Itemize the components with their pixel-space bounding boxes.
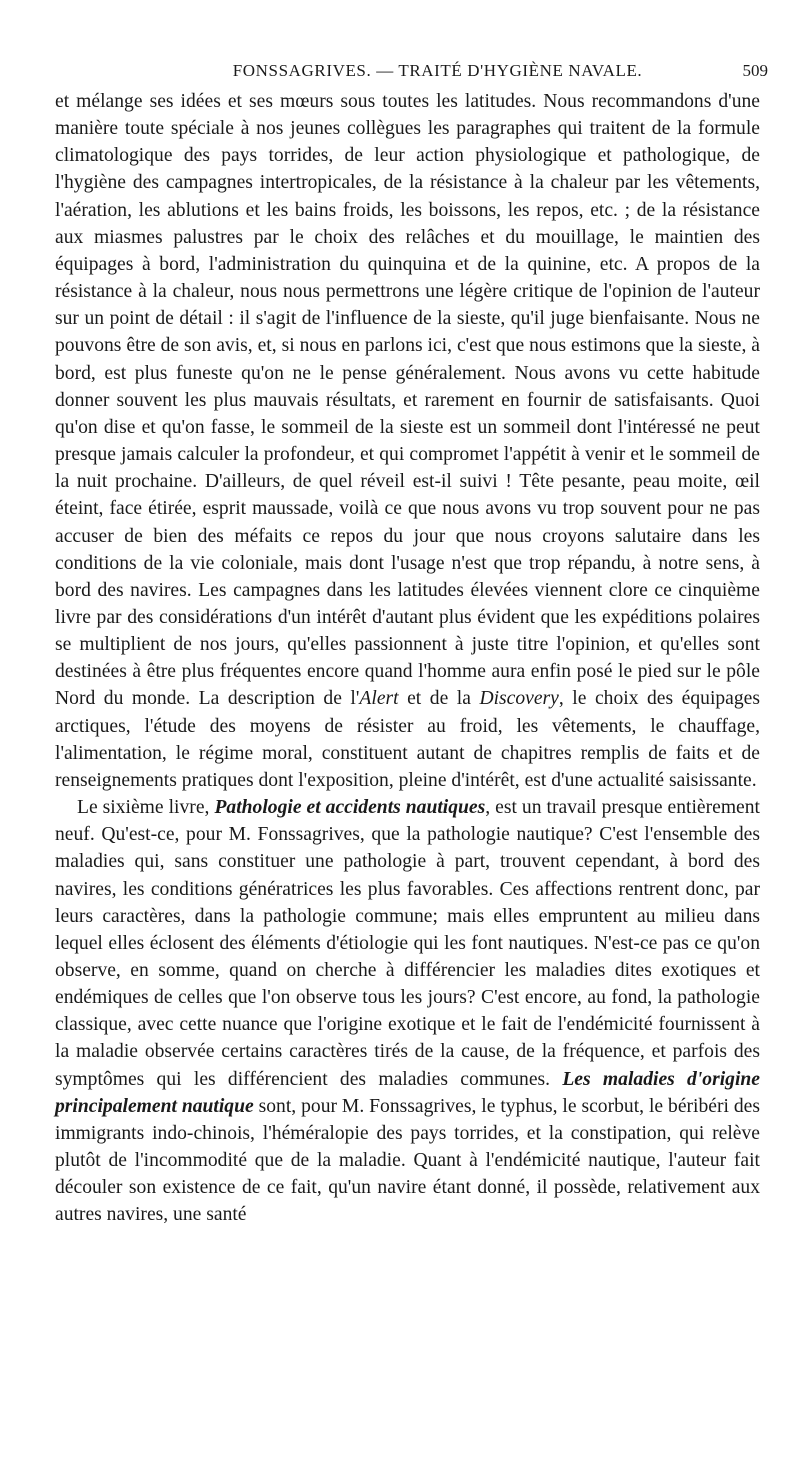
running-head (115, 56, 768, 86)
running-title: FONSSAGRIVES. — TRAITÉ D'HYGIÈNE NAVALE. (232, 61, 643, 80)
paragraph2-text-a: Le sixième livre, (77, 797, 215, 819)
body-text (55, 88, 760, 1229)
paragraph2-text-b: , est un travail presque entièrement neuf. Qu'est-ce, pour M. Fonssagrives, que la pathologie nautique? C'est l'ensemble des maladies qui, sans constituer une pathologie à part, trouvent cependant, à bord des navires, les conditions génératrices les plus favorables. Ces affections rentrent donc, par leurs caractères, dans la pathologie commune; mais elles empruntent au milieu dans lequel elles éclosent des éléments d'étiologie qui les font nautiques. N'est-ce pas ce qu'on observe, en somme, quand on cherche à différencier les maladies dites exotiques et endémiques de celles que l'on observe tous les jours? C'est encore, au fond, la pathologie classique, avec cette nuance que l'origine exotique et le fait de l'endémicité fournissent à la maladie observée certains caractères tirés de la cause, de la fréquence, et parfois des symptômes qui les différencient des maladies communes. (55, 797, 760, 1090)
paragraph1-text-a: et mélange ses idées et ses mœurs sous toutes les latitudes. Nous recommandons d'une manière toute spéciale à nos jeunes collègues les paragraphes qui traitent de la formule climatologique des pays torrides, de leur action physiologique et pathologique, de l'hygiène des campagnes intertropicales, de la résistance à la chaleur par les vêtements, l'aération, les ablutions et les bains froids, les boissons, les repos, etc. ; de la résistance aux miasmes palustres par le choix des relâches et du mouillage, le maintien des équipages à bord, l'administration du quinquina et de la quinine, etc. A propos de la résistance à la chaleur, nous nous permettrons une légère critique de l'opinion de l'auteur sur un point de détail : il s'agit de l'influence de la sieste, qu'il juge bienfaisante. Nous ne pouvons être de son avis, et, si nous en parlons ici, c'est que nous estimons que la sieste, à bord, est plus funeste qu'on ne le pense généralement. Nous avons vu cette habitude donner souvent les plus mauvais résultats, et rarement en fournir de satisfaisants. Quoi qu'on dise et qu'on fasse, le sommeil de la sieste est un sommeil dont l'intéressé ne peut presque jamais calculer la profondeur, et qui compromet l'appétit à venir et le sommeil de la nuit prochaine. D'ailleurs, de quel réveil est-il suivi ! Tête pesante, peau moite, œil éteint, face étirée, esprit maussade, voilà ce que nous avons vu trop souvent pour ne pas accuser de bien des méfaits ce repos du jour que nous croyons salutaire dans les conditions de la vie coloniale, mais dont l'usage n'est que trop répandu, à notre sens, à bord des navires. Les campagnes dans les latitudes élevées viennent clore ce cinquième livre par des considérations d'un intérêt d'autant plus évident que les expéditions polaires se multiplient de nos jours, qu'elles passionnent à juste titre l'opinion, et qu'elles sont destinées à être plus fréquentes encore quand l'homme aura enfin posé le pied sur le pôle Nord du monde. La description de l' (55, 91, 760, 710)
paragraph2-text-c: sont, pour M. Fonssagrives, le typhus, le scorbut, le béribéri des immigrants indo-chinois, l'héméralopie des pays torrides, et la constipation, qui relève plutôt de l'incommodité que de la maladie. Quant à l'endémicité nautique, l'auteur fait découler son existence de ce fait, qu'un navire étant donné, il possède, relativement aux autres navires, une santé (55, 1095, 760, 1226)
page-number: 509 (742, 61, 768, 80)
ship-name-alert: Alert (359, 688, 399, 710)
book-title: Pathologie et accidents nautiques (214, 797, 486, 819)
paragraph1-text-c: , le choix des équipages arctiques, l'étude des moyens de résister au froid, les vêtements, le chauffage, l'alimentation, le régime moral, constituent autant de chapitres remplis de faits et de renseignements pratiques dont l'exposition, pleine d'intérêt, est d'une actualité saisissante. (55, 688, 760, 791)
paragraph-continued (55, 88, 760, 794)
ship-name-discovery: Discovery (479, 688, 559, 710)
emphasis-nautical-diseases: Les maladies d'origine principalement nautique (55, 1068, 760, 1117)
paragraph-sixth-book (55, 794, 760, 1229)
paragraph1-text-b: et de la (398, 688, 480, 710)
